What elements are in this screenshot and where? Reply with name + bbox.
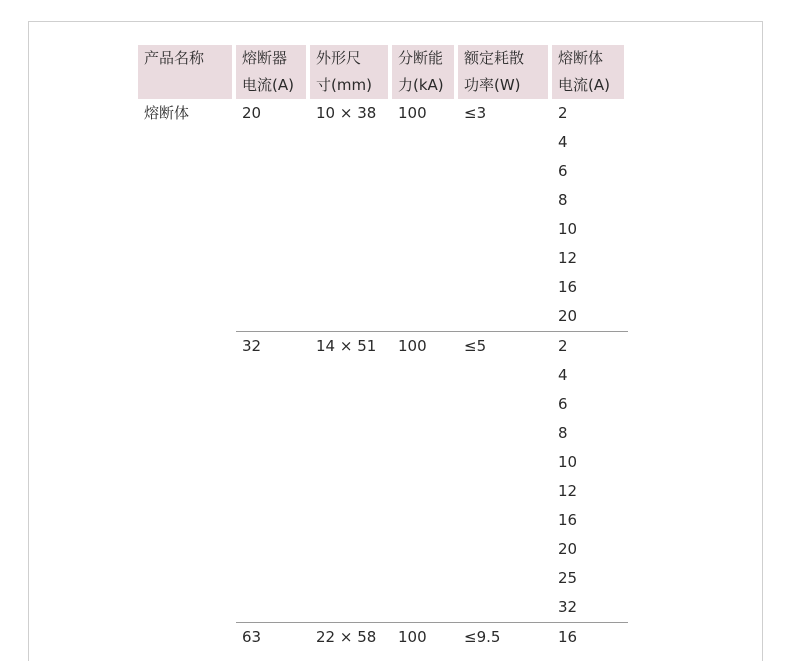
- breaking-capacity-cell: 100: [392, 622, 458, 652]
- link-current-value: 32: [558, 598, 578, 616]
- header-cell-bg: [458, 45, 548, 99]
- header-cell-bg: [392, 45, 454, 99]
- product-name-cell: 熔断体: [144, 104, 190, 122]
- header-label-line1: 分断能: [398, 49, 444, 67]
- link-current-cell: [552, 99, 628, 331]
- header-rated-current: [236, 45, 310, 99]
- link-current-value: 6: [558, 162, 568, 180]
- link-current-value: 6: [558, 395, 568, 413]
- header-link-current: [552, 45, 628, 99]
- link-current-value: 25: [558, 569, 578, 587]
- table-header: [138, 45, 628, 99]
- fuse-spec-table: [138, 45, 628, 652]
- link-current-value: 12: [558, 249, 578, 267]
- rated-power-cell: ≤5: [458, 331, 552, 622]
- rated-current-cell: 32: [236, 331, 310, 622]
- dimensions-cell: 22 × 58: [310, 622, 392, 652]
- header-cell-bg: [138, 45, 232, 99]
- link-current-value: 8: [558, 424, 568, 442]
- header-breaking-capacity: [392, 45, 458, 99]
- header-label-line2: 力(kA): [398, 76, 444, 94]
- breaking-capacity-cell: 100: [392, 331, 458, 622]
- table-body: [138, 99, 628, 652]
- header-label-line1: 外形尺: [316, 49, 362, 67]
- link-current-value: 16: [558, 511, 578, 529]
- link-current-cell: [552, 331, 628, 622]
- rated-current-cell: 63: [236, 622, 310, 652]
- link-current-value: 16: [558, 628, 578, 646]
- header-label-line2: 功率(W): [464, 76, 521, 94]
- link-current-value: 10: [558, 453, 578, 471]
- header-label-line1: 熔断体: [558, 49, 604, 67]
- header-label-line1: 产品名称: [144, 49, 205, 67]
- header-dimensions: [310, 45, 392, 99]
- rated-current-cell: 20: [242, 104, 262, 122]
- header-label-line2: 电流(A): [242, 76, 294, 94]
- header-label-line2: 寸(mm): [316, 76, 372, 94]
- dimensions-cell: 14 × 51: [310, 331, 392, 622]
- header-row: [138, 45, 628, 99]
- rated-power-cell: ≤9.5: [458, 622, 552, 652]
- product-name-cell: [138, 622, 236, 652]
- product-name-cell: [138, 331, 236, 622]
- link-current-value: 10: [558, 220, 578, 238]
- link-current-value: 4: [558, 133, 568, 151]
- header-label-line1: 额定耗散: [464, 49, 525, 67]
- header-cell-bg: [236, 45, 306, 99]
- link-current-value: 4: [558, 366, 568, 384]
- header-label-line1: 熔断器: [242, 49, 288, 67]
- header-cell-bg: [552, 45, 624, 99]
- header-product-name: [138, 45, 236, 99]
- link-current-value: 12: [558, 482, 578, 500]
- link-current-value: 2: [558, 104, 568, 122]
- link-current-value: 20: [558, 307, 578, 325]
- breaking-capacity-cell: 100: [398, 104, 427, 122]
- table-row: [138, 99, 628, 331]
- link-current-value: 2: [558, 337, 568, 355]
- table-row: [138, 331, 628, 622]
- header-label-line2: 电流(A): [558, 76, 610, 94]
- header-cell-bg: [310, 45, 388, 99]
- rated-power-cell: ≤3: [464, 104, 487, 122]
- table-row: [138, 622, 628, 652]
- link-current-value: 20: [558, 540, 578, 558]
- link-current-cell: [552, 622, 628, 652]
- dimensions-cell: 10 × 38: [316, 104, 377, 122]
- header-rated-power: [458, 45, 552, 99]
- link-current-value: 8: [558, 191, 568, 209]
- link-current-value: 16: [558, 278, 578, 296]
